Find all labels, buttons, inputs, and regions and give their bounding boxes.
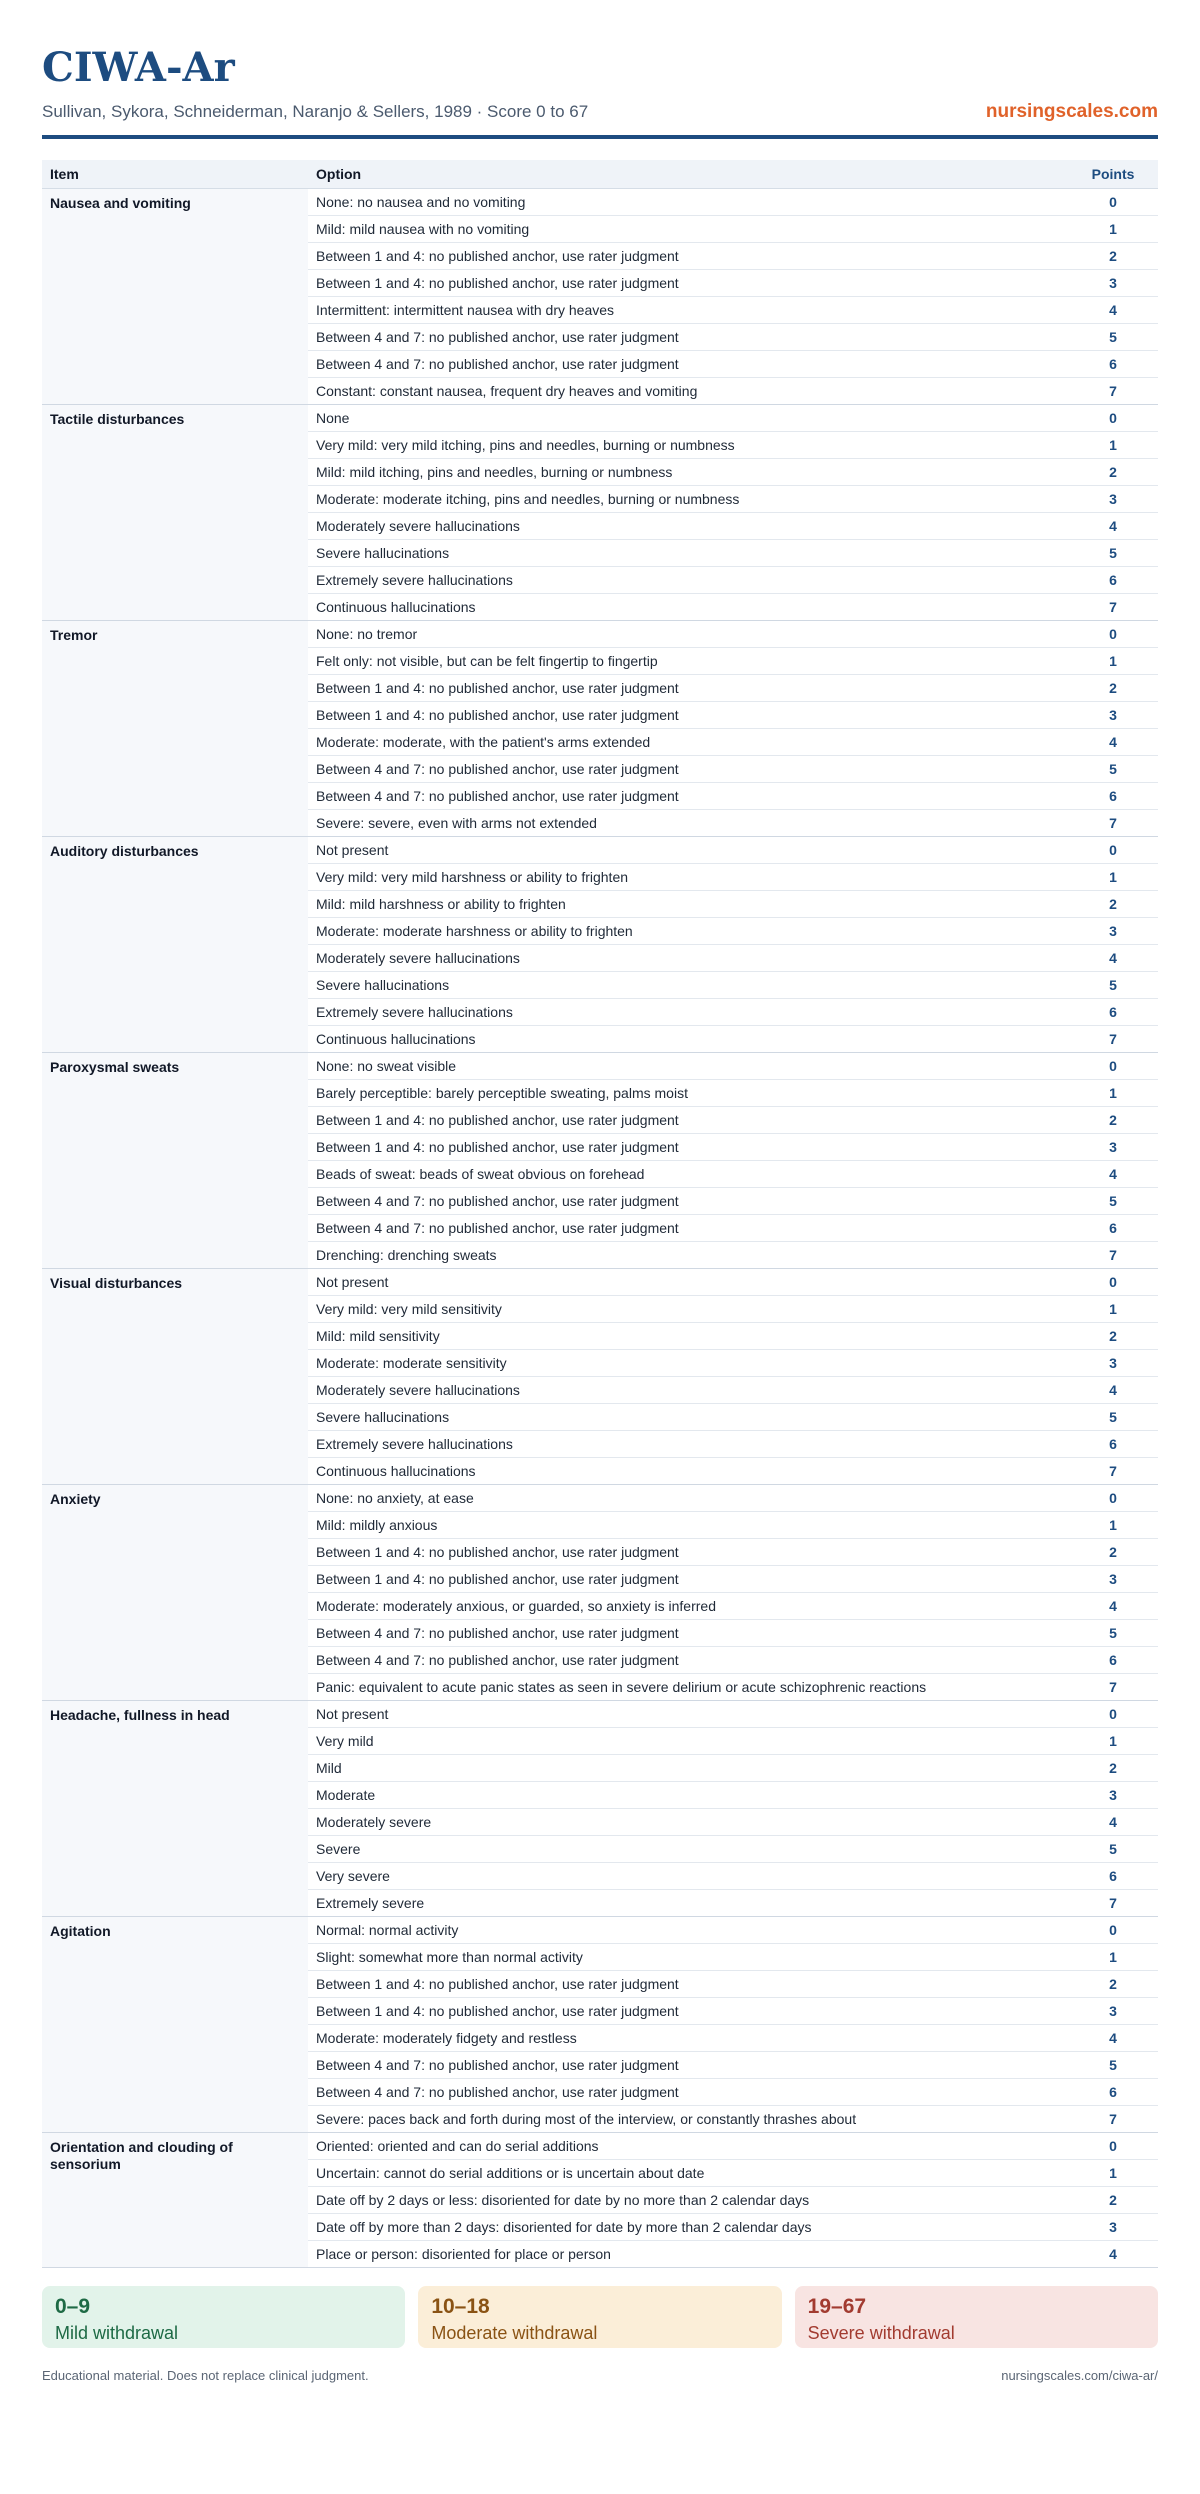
option-points: 7 (1068, 810, 1158, 837)
option-points: 7 (1068, 2106, 1158, 2133)
option-text: Moderate: moderate itching, pins and needles, burning or numbness (308, 486, 1068, 513)
option-text: Moderate: moderate harshness or ability to frighten (308, 918, 1068, 945)
option-points: 0 (1068, 621, 1158, 648)
option-text: Severe: severe, even with arms not extended (308, 810, 1068, 837)
option-text: Between 4 and 7: no published anchor, use rater judgment (308, 2052, 1068, 2079)
option-points: 0 (1068, 1485, 1158, 1512)
option-points: 0 (1068, 1917, 1158, 1944)
table-header-row (42, 160, 1158, 189)
option-points: 1 (1068, 1512, 1158, 1539)
option-text: Extremely severe hallucinations (308, 1431, 1068, 1458)
option-points: 5 (1068, 1836, 1158, 1863)
option-text: Between 4 and 7: no published anchor, use rater judgment (308, 756, 1068, 783)
option-text: None: no sweat visible (308, 1053, 1068, 1080)
option-text: None: no tremor (308, 621, 1068, 648)
option-points: 6 (1068, 783, 1158, 810)
option-points: 2 (1068, 675, 1158, 702)
option-text: Between 4 and 7: no published anchor, use rater judgment (308, 1620, 1068, 1647)
option-text: Date off by more than 2 days: disoriented for date by more than 2 calendar days (308, 2214, 1068, 2241)
option-points: 4 (1068, 1377, 1158, 1404)
option-points: 1 (1068, 648, 1158, 675)
option-points: 3 (1068, 1134, 1158, 1161)
option-points: 4 (1068, 1809, 1158, 1836)
table-body (42, 189, 1158, 2268)
option-text: Drenching: drenching sweats (308, 1242, 1068, 1269)
option-points: 5 (1068, 1620, 1158, 1647)
option-points: 6 (1068, 1431, 1158, 1458)
option-text: Date off by 2 days or less: disoriented for date by no more than 2 calendar days (308, 2187, 1068, 2214)
option-points: 5 (1068, 1188, 1158, 1215)
option-text: Between 1 and 4: no published anchor, use rater judgment (308, 1998, 1068, 2025)
option-points: 3 (1068, 702, 1158, 729)
option-points: 6 (1068, 1647, 1158, 1674)
table-row (42, 2133, 1158, 2160)
column-header-points: Points (1068, 160, 1158, 189)
option-text: Between 4 and 7: no published anchor, use rater judgment (308, 1188, 1068, 1215)
option-points: 7 (1068, 1026, 1158, 1053)
option-text: Severe: paces back and forth during most of the interview, or constantly thrashes about (308, 2106, 1068, 2133)
table-row (42, 189, 1158, 216)
option-text: Place or person: disoriented for place or person (308, 2241, 1068, 2268)
option-points: 6 (1068, 567, 1158, 594)
option-text: Very mild: very mild harshness or ability to frighten (308, 864, 1068, 891)
table-row (42, 1485, 1158, 1512)
option-text: Mild: mild harshness or ability to frighten (308, 891, 1068, 918)
column-header-item: Item (42, 160, 308, 189)
option-text: Between 4 and 7: no published anchor, use rater judgment (308, 351, 1068, 378)
header-divider (42, 135, 1158, 139)
option-points: 3 (1068, 486, 1158, 513)
band-label: Mild withdrawal (55, 2323, 179, 2343)
option-points: 1 (1068, 864, 1158, 891)
item-name: Anxiety (42, 1485, 308, 1701)
option-points: 5 (1068, 324, 1158, 351)
option-points: 6 (1068, 999, 1158, 1026)
option-text: Slight: somewhat more than normal activity (308, 1944, 1068, 1971)
table-row (42, 1269, 1158, 1296)
option-points: 2 (1068, 1755, 1158, 1782)
option-text: Constant: constant nausea, frequent dry heaves and vomiting (308, 378, 1068, 405)
option-text: Felt only: not visible, but can be felt fingertip to fingertip (308, 648, 1068, 675)
option-points: 2 (1068, 459, 1158, 486)
option-text: Between 1 and 4: no published anchor, use rater judgment (308, 270, 1068, 297)
option-text: Between 1 and 4: no published anchor, use rater judgment (308, 1566, 1068, 1593)
option-text: None (308, 405, 1068, 432)
option-points: 4 (1068, 2025, 1158, 2052)
option-points: 2 (1068, 243, 1158, 270)
page-title: CIWA-Ar (42, 44, 235, 91)
option-text: Continuous hallucinations (308, 1026, 1068, 1053)
option-text: Between 4 and 7: no published anchor, use rater judgment (308, 783, 1068, 810)
item-name: Agitation (42, 1917, 308, 2133)
option-points: 3 (1068, 1350, 1158, 1377)
option-points: 7 (1068, 1242, 1158, 1269)
option-points: 1 (1068, 1728, 1158, 1755)
option-text: Normal: normal activity (308, 1917, 1068, 1944)
option-points: 4 (1068, 513, 1158, 540)
option-text: Moderately severe hallucinations (308, 513, 1068, 540)
option-points: 0 (1068, 1269, 1158, 1296)
option-text: Between 4 and 7: no published anchor, use rater judgment (308, 2079, 1068, 2106)
option-points: 3 (1068, 918, 1158, 945)
option-text: Between 1 and 4: no published anchor, use rater judgment (308, 1134, 1068, 1161)
subtitle-row (42, 97, 1158, 127)
option-points: 5 (1068, 1404, 1158, 1431)
option-text: Extremely severe (308, 1890, 1068, 1917)
item-name: Nausea and vomiting (42, 189, 308, 405)
option-text: Moderate: moderately fidgety and restless (308, 2025, 1068, 2052)
option-text: Extremely severe hallucinations (308, 999, 1068, 1026)
score-bands (42, 2286, 1158, 2348)
option-text: Between 1 and 4: no published anchor, use rater judgment (308, 702, 1068, 729)
option-points: 6 (1068, 351, 1158, 378)
option-points: 0 (1068, 1053, 1158, 1080)
option-points: 5 (1068, 972, 1158, 999)
band-severe (795, 2286, 1158, 2348)
option-text: Mild: mildly anxious (308, 1512, 1068, 1539)
option-points: 5 (1068, 2052, 1158, 2079)
band-range: 10–18 (431, 2295, 490, 2318)
option-text: Very mild (308, 1728, 1068, 1755)
option-text: Between 1 and 4: no published anchor, use rater judgment (308, 675, 1068, 702)
band-range: 19–67 (807, 2295, 867, 2318)
option-points: 4 (1068, 945, 1158, 972)
option-points: 0 (1068, 837, 1158, 864)
item-name: Paroxysmal sweats (42, 1053, 308, 1269)
scale-table (42, 160, 1158, 2268)
item-name: Tactile disturbances (42, 405, 308, 621)
option-points: 3 (1068, 1998, 1158, 2025)
option-points: 3 (1068, 1782, 1158, 1809)
option-points: 0 (1068, 2133, 1158, 2160)
option-text: Moderate: moderately anxious, or guarded, so anxiety is inferred (308, 1593, 1068, 1620)
option-points: 4 (1068, 2241, 1158, 2268)
table-row (42, 1917, 1158, 1944)
option-text: Severe hallucinations (308, 972, 1068, 999)
option-text: Not present (308, 1701, 1068, 1728)
option-text: Between 4 and 7: no published anchor, use rater judgment (308, 1647, 1068, 1674)
option-points: 1 (1068, 1944, 1158, 1971)
table-row (42, 837, 1158, 864)
option-points: 4 (1068, 729, 1158, 756)
option-text: Barely perceptible: barely perceptible sweating, palms moist (308, 1080, 1068, 1107)
footer (42, 2368, 1158, 2383)
option-text: Not present (308, 837, 1068, 864)
option-points: 1 (1068, 1080, 1158, 1107)
option-points: 4 (1068, 297, 1158, 324)
option-text: Intermittent: intermittent nausea with dry heaves (308, 297, 1068, 324)
option-points: 7 (1068, 1674, 1158, 1701)
option-points: 6 (1068, 1863, 1158, 1890)
item-name: Headache, fullness in head (42, 1701, 308, 1917)
option-points: 1 (1068, 2160, 1158, 2187)
option-text: Moderate: moderate sensitivity (308, 1350, 1068, 1377)
option-points: 1 (1068, 432, 1158, 459)
table-row (42, 405, 1158, 432)
option-text: Moderately severe hallucinations (308, 1377, 1068, 1404)
option-text: Uncertain: cannot do serial additions or is uncertain about date (308, 2160, 1068, 2187)
option-text: Mild: mild nausea with no vomiting (308, 216, 1068, 243)
band-label: Severe withdrawal (807, 2323, 955, 2343)
option-text: None: no anxiety, at ease (308, 1485, 1068, 1512)
option-text: Continuous hallucinations (308, 1458, 1068, 1485)
option-points: 5 (1068, 540, 1158, 567)
option-text: Very mild: very mild sensitivity (308, 1296, 1068, 1323)
item-name: Orientation and clouding of sensorium (42, 2133, 308, 2268)
option-text: Moderately severe hallucinations (308, 945, 1068, 972)
option-text: Very severe (308, 1863, 1068, 1890)
option-points: 0 (1068, 1701, 1158, 1728)
option-text: None: no nausea and no vomiting (308, 189, 1068, 216)
option-points: 1 (1068, 216, 1158, 243)
option-text: Panic: equivalent to acute panic states as seen in severe delirium or acute schizophrenic reactions (308, 1674, 1068, 1701)
option-points: 3 (1068, 2214, 1158, 2241)
option-text: Mild: mild itching, pins and needles, burning or numbness (308, 459, 1068, 486)
option-text: Oriented: oriented and can do serial additions (308, 2133, 1068, 2160)
option-text: Between 4 and 7: no published anchor, use rater judgment (308, 324, 1068, 351)
footer-url[interactable]: nursingscales.com/ciwa-ar/ (1001, 2368, 1158, 2383)
option-points: 6 (1068, 1215, 1158, 1242)
page (42, 0, 1158, 2383)
band-range: 0–9 (55, 2295, 91, 2318)
option-text: Mild: mild sensitivity (308, 1323, 1068, 1350)
option-text: Between 1 and 4: no published anchor, use rater judgment (308, 243, 1068, 270)
option-text: Not present (308, 1269, 1068, 1296)
option-points: 5 (1068, 756, 1158, 783)
option-text: Moderate: moderate, with the patient's arms extended (308, 729, 1068, 756)
option-points: 7 (1068, 594, 1158, 621)
option-points: 4 (1068, 1593, 1158, 1620)
option-text: Moderately severe (308, 1809, 1068, 1836)
option-points: 7 (1068, 378, 1158, 405)
table-row (42, 1053, 1158, 1080)
band-label: Moderate withdrawal (431, 2323, 598, 2343)
option-points: 0 (1068, 405, 1158, 432)
footer-disclaimer: Educational material. Does not replace clinical judgment. (42, 2368, 369, 2383)
table-row (42, 621, 1158, 648)
option-text: Continuous hallucinations (308, 594, 1068, 621)
option-text: Severe hallucinations (308, 540, 1068, 567)
item-name: Tremor (42, 621, 308, 837)
item-name: Visual disturbances (42, 1269, 308, 1485)
option-points: 2 (1068, 1971, 1158, 1998)
option-points: 7 (1068, 1890, 1158, 1917)
option-text: Mild (308, 1755, 1068, 1782)
option-points: 2 (1068, 891, 1158, 918)
option-text: Beads of sweat: beads of sweat obvious on forehead (308, 1161, 1068, 1188)
band-moderate (418, 2286, 781, 2348)
option-text: Very mild: very mild itching, pins and needles, burning or numbness (308, 432, 1068, 459)
option-points: 2 (1068, 2187, 1158, 2214)
option-points: 2 (1068, 1539, 1158, 1566)
option-points: 2 (1068, 1107, 1158, 1134)
brand-link[interactable]: nursingscales.com (985, 101, 1158, 122)
option-points: 1 (1068, 1296, 1158, 1323)
option-points: 3 (1068, 270, 1158, 297)
option-text: Between 1 and 4: no published anchor, use rater judgment (308, 1971, 1068, 1998)
option-points: 4 (1068, 1161, 1158, 1188)
column-header-option: Option (308, 160, 1068, 189)
option-text: Severe hallucinations (308, 1404, 1068, 1431)
option-text: Between 4 and 7: no published anchor, use rater judgment (308, 1215, 1068, 1242)
option-text: Extremely severe hallucinations (308, 567, 1068, 594)
option-text: Between 1 and 4: no published anchor, use rater judgment (308, 1107, 1068, 1134)
band-mild (42, 2286, 405, 2348)
option-text: Severe (308, 1836, 1068, 1863)
option-points: 2 (1068, 1323, 1158, 1350)
table-row (42, 1701, 1158, 1728)
option-text: Moderate (308, 1782, 1068, 1809)
option-points: 6 (1068, 2079, 1158, 2106)
option-points: 0 (1068, 189, 1158, 216)
item-name: Auditory disturbances (42, 837, 308, 1053)
option-text: Between 1 and 4: no published anchor, use rater judgment (308, 1539, 1068, 1566)
option-points: 3 (1068, 1566, 1158, 1593)
option-points: 7 (1068, 1458, 1158, 1485)
page-subtitle: Sullivan, Sykora, Schneiderman, Naranjo & Sellers, 1989 · Score 0 to 67 (42, 102, 589, 121)
